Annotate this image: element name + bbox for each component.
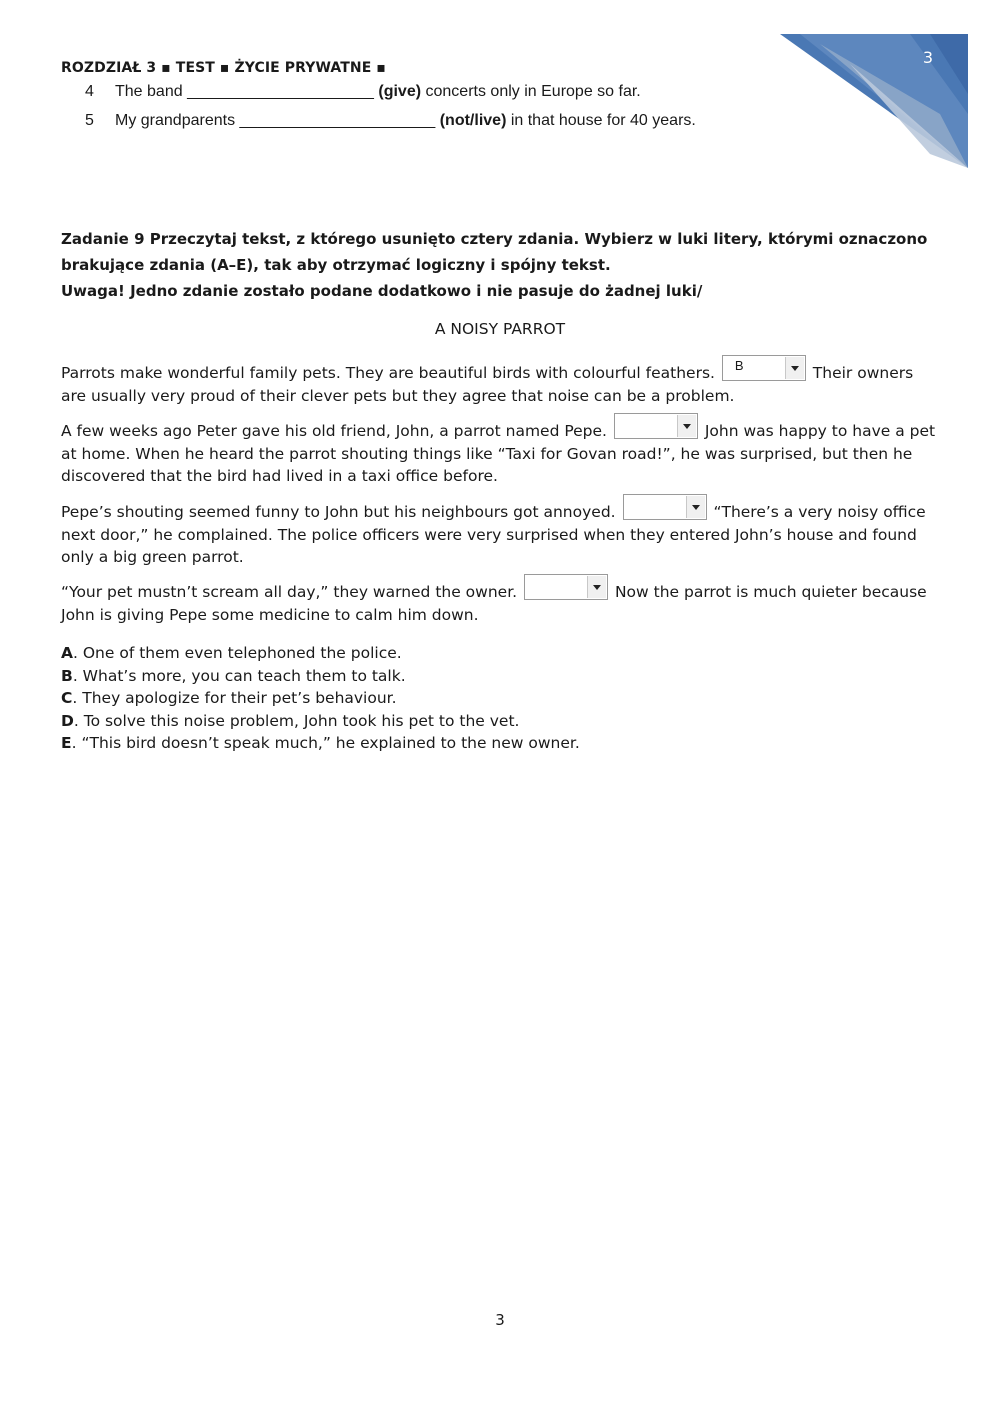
option-b: B. What’s more, you can teach them to talk. (61, 666, 406, 685)
page-corner-number: 3 (922, 48, 934, 67)
answer-blank[interactable]: _____________________ (187, 83, 374, 100)
chevron-down-icon[interactable] (587, 576, 606, 598)
chevron-down-icon[interactable] (686, 496, 705, 518)
chevron-down-icon[interactable] (677, 415, 696, 437)
verb-hint: (not/live) (435, 112, 507, 129)
option-c: C. They apologize for their pet’s behaviour. (61, 689, 397, 707)
answer-blank[interactable]: ______________________ (239, 112, 436, 129)
task-instructions (61, 226, 941, 304)
gap-dropdown-2[interactable] (614, 413, 698, 439)
story-paragraph-4: “Your pet mustn’t scream all day,” they warned the owner. Now the parrot is much quieter because John is giving Pepe some medicine to calm him down. (61, 574, 941, 626)
story-paragraph-2: A few weeks ago Peter gave his old friend, John, a parrot named Pepe. John was happy to have a pet at home. When he heard the parrot shouting things like “Taxi for Govan road!”, he was surprised, but then he discovered that the bird had lived in a taxi office before. (61, 413, 941, 488)
gap-dropdown-1[interactable]: B (722, 355, 806, 381)
option-d: D. To solve this noise problem, John took his pet to the vet. (61, 711, 520, 730)
story-paragraph-3: Pepe’s shouting seemed funny to John but his neighbours got annoyed. “There’s a very noisy office next door,” he complained. The police officers were very surprised when they entered John’s house and found only a big green parrot. (61, 494, 941, 569)
option-a: A. One of them even telephoned the police. (61, 644, 402, 662)
exercise-text: The band _____________________ (give) concerts only in Europe so far. (115, 83, 641, 100)
exercise-number: 4 (85, 83, 94, 100)
answer-options (61, 642, 580, 755)
gap-dropdown-4[interactable] (524, 574, 608, 600)
chevron-down-icon[interactable] (785, 357, 804, 379)
gap-dropdown-3[interactable] (623, 494, 707, 520)
chapter-header: ROZDZIAŁ 3 ▪ TEST ▪ ŻYCIE PRYWATNE ▪ (61, 60, 386, 76)
verb-hint: (give) (373, 83, 422, 100)
task-line-1: Zadanie 9 Przeczytaj tekst, z którego usunięto cztery zdania. Wybierz w luki litery, którymi oznaczono brakujące zdania (A–E), tak aby otrzymać logiczny i spójny tekst. (61, 230, 928, 274)
story-title: A NOISY PARROT (434, 320, 566, 338)
exercise-text: My grandparents ______________________ (not/live) in that house for 40 years. (115, 112, 696, 129)
page-number: 3 (495, 1311, 505, 1329)
exercise-number: 5 (85, 112, 94, 129)
option-e: E. “This bird doesn’t speak much,” he explained to the new owner. (61, 734, 580, 752)
story-paragraph-1: Parrots make wonderful family pets. They are beautiful birds with colourful feathers. B Their owners are usually very proud of their clever pets but they agree that noise can be a problem. (61, 355, 941, 407)
task-line-2: Uwaga! Jedno zdanie zostało podane dodatkowo i nie pasuje do żadnej luki/ (61, 282, 703, 300)
